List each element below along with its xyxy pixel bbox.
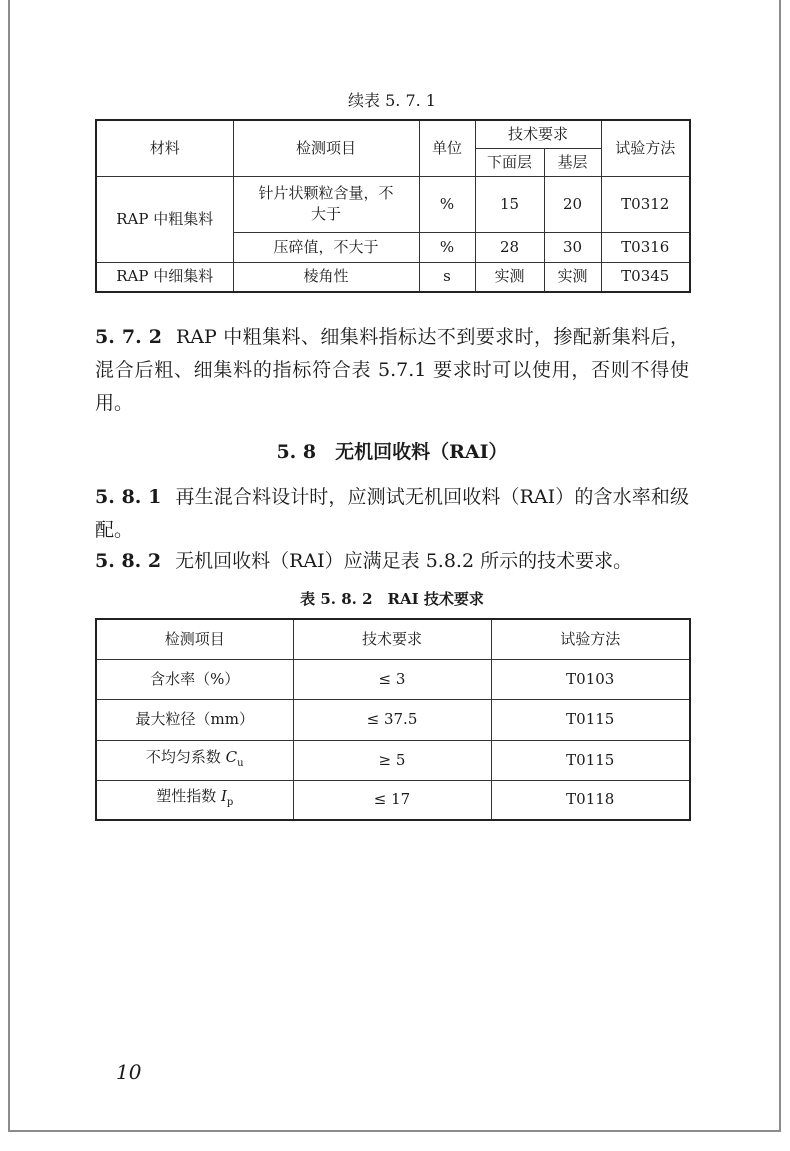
cell-material: RAP 中粗集料 [96, 176, 233, 262]
cell-lower: 15 [475, 176, 544, 232]
table-row [96, 262, 690, 292]
cell-method: T0118 [491, 780, 690, 820]
table-row [96, 699, 690, 740]
table-row [96, 780, 690, 820]
section-number: 5. 8. 2 [95, 550, 162, 572]
section-text: 再生混合料设计时，应测试无机回收料（RAI）的含水率和级配。 [95, 486, 689, 541]
cell-item [96, 780, 293, 820]
table1-caption: 续表 5. 7. 1 [348, 91, 436, 110]
cell-item: 针片状颗粒含量，不大于 [233, 176, 419, 232]
table2-caption: 表 5. 8. 2 RAI 技术要求 [300, 590, 484, 608]
header-lower-layer: 下面层 [475, 148, 544, 176]
item-label: 不均匀系数 [145, 747, 226, 766]
cell-method: T0115 [491, 740, 690, 780]
header-tech-req: 技术要求 [293, 619, 491, 659]
header-item: 检测项目 [96, 619, 293, 659]
cell-req: ≥ 5 [293, 740, 491, 780]
section-number: 5. 8. 1 [95, 486, 162, 508]
header-base-layer: 基层 [544, 148, 601, 176]
table-row [96, 176, 690, 232]
section-text: 无机回收料（RAI）应满足表 5.8.2 所示的技术要求。 [175, 550, 633, 572]
symbol-subscript: p [226, 797, 234, 809]
cell-base: 30 [544, 232, 601, 262]
page-number: 10 [116, 1060, 142, 1084]
table-row [96, 659, 690, 699]
cell-base: 20 [544, 176, 601, 232]
symbol: C [225, 747, 238, 766]
cell-method: T0312 [601, 176, 690, 232]
cell-item: 压碎值，不大于 [233, 232, 419, 262]
table-5-8-2 [95, 618, 691, 821]
symbol: I [220, 787, 227, 806]
cell-base: 实测 [544, 262, 601, 292]
header-unit: 单位 [419, 120, 475, 176]
cell-req: ≤ 17 [293, 780, 491, 820]
cell-method: T0103 [491, 659, 690, 699]
cell-req: ≤ 37.5 [293, 699, 491, 740]
section-5-7-2 [95, 321, 689, 420]
header-method: 试验方法 [491, 619, 690, 659]
section-5-8-1 [95, 481, 689, 547]
cell-method: T0115 [491, 699, 690, 740]
cell-unit: s [419, 262, 475, 292]
header-item: 检测项目 [233, 120, 419, 176]
symbol-subscript: u [237, 757, 244, 769]
section-text: RAP 中粗集料、细集料指标达不到要求时，掺配新集料后，混合后粗、细集料的指标符合表 5.7.1 要求时可以使用，否则不得使用。 [95, 326, 689, 414]
cell-req: ≤ 3 [293, 659, 491, 699]
header-tech-req: 技术要求 [475, 120, 601, 148]
cell-item: 最大粒径（mm） [96, 699, 293, 740]
cell-material: RAP 中细集料 [96, 262, 233, 292]
cell-lower: 实测 [475, 262, 544, 292]
cell-item [96, 740, 293, 780]
header-material: 材料 [96, 120, 233, 176]
cell-method: T0345 [601, 262, 690, 292]
section-5-8-2 [95, 545, 689, 578]
section-heading-5-8: 5. 8 无机回收料（RAI） [276, 441, 508, 463]
table-5-7-1 [95, 119, 691, 293]
cell-unit: % [419, 176, 475, 232]
section-number: 5. 7. 2 [95, 326, 162, 348]
table-row [96, 740, 690, 780]
cell-item: 含水率（%） [96, 659, 293, 699]
cell-item: 棱角性 [233, 262, 419, 292]
header-method: 试验方法 [601, 120, 690, 176]
cell-method: T0316 [601, 232, 690, 262]
cell-lower: 28 [475, 232, 544, 262]
cell-unit: % [419, 232, 475, 262]
item-label: 塑性指数 [156, 787, 221, 806]
